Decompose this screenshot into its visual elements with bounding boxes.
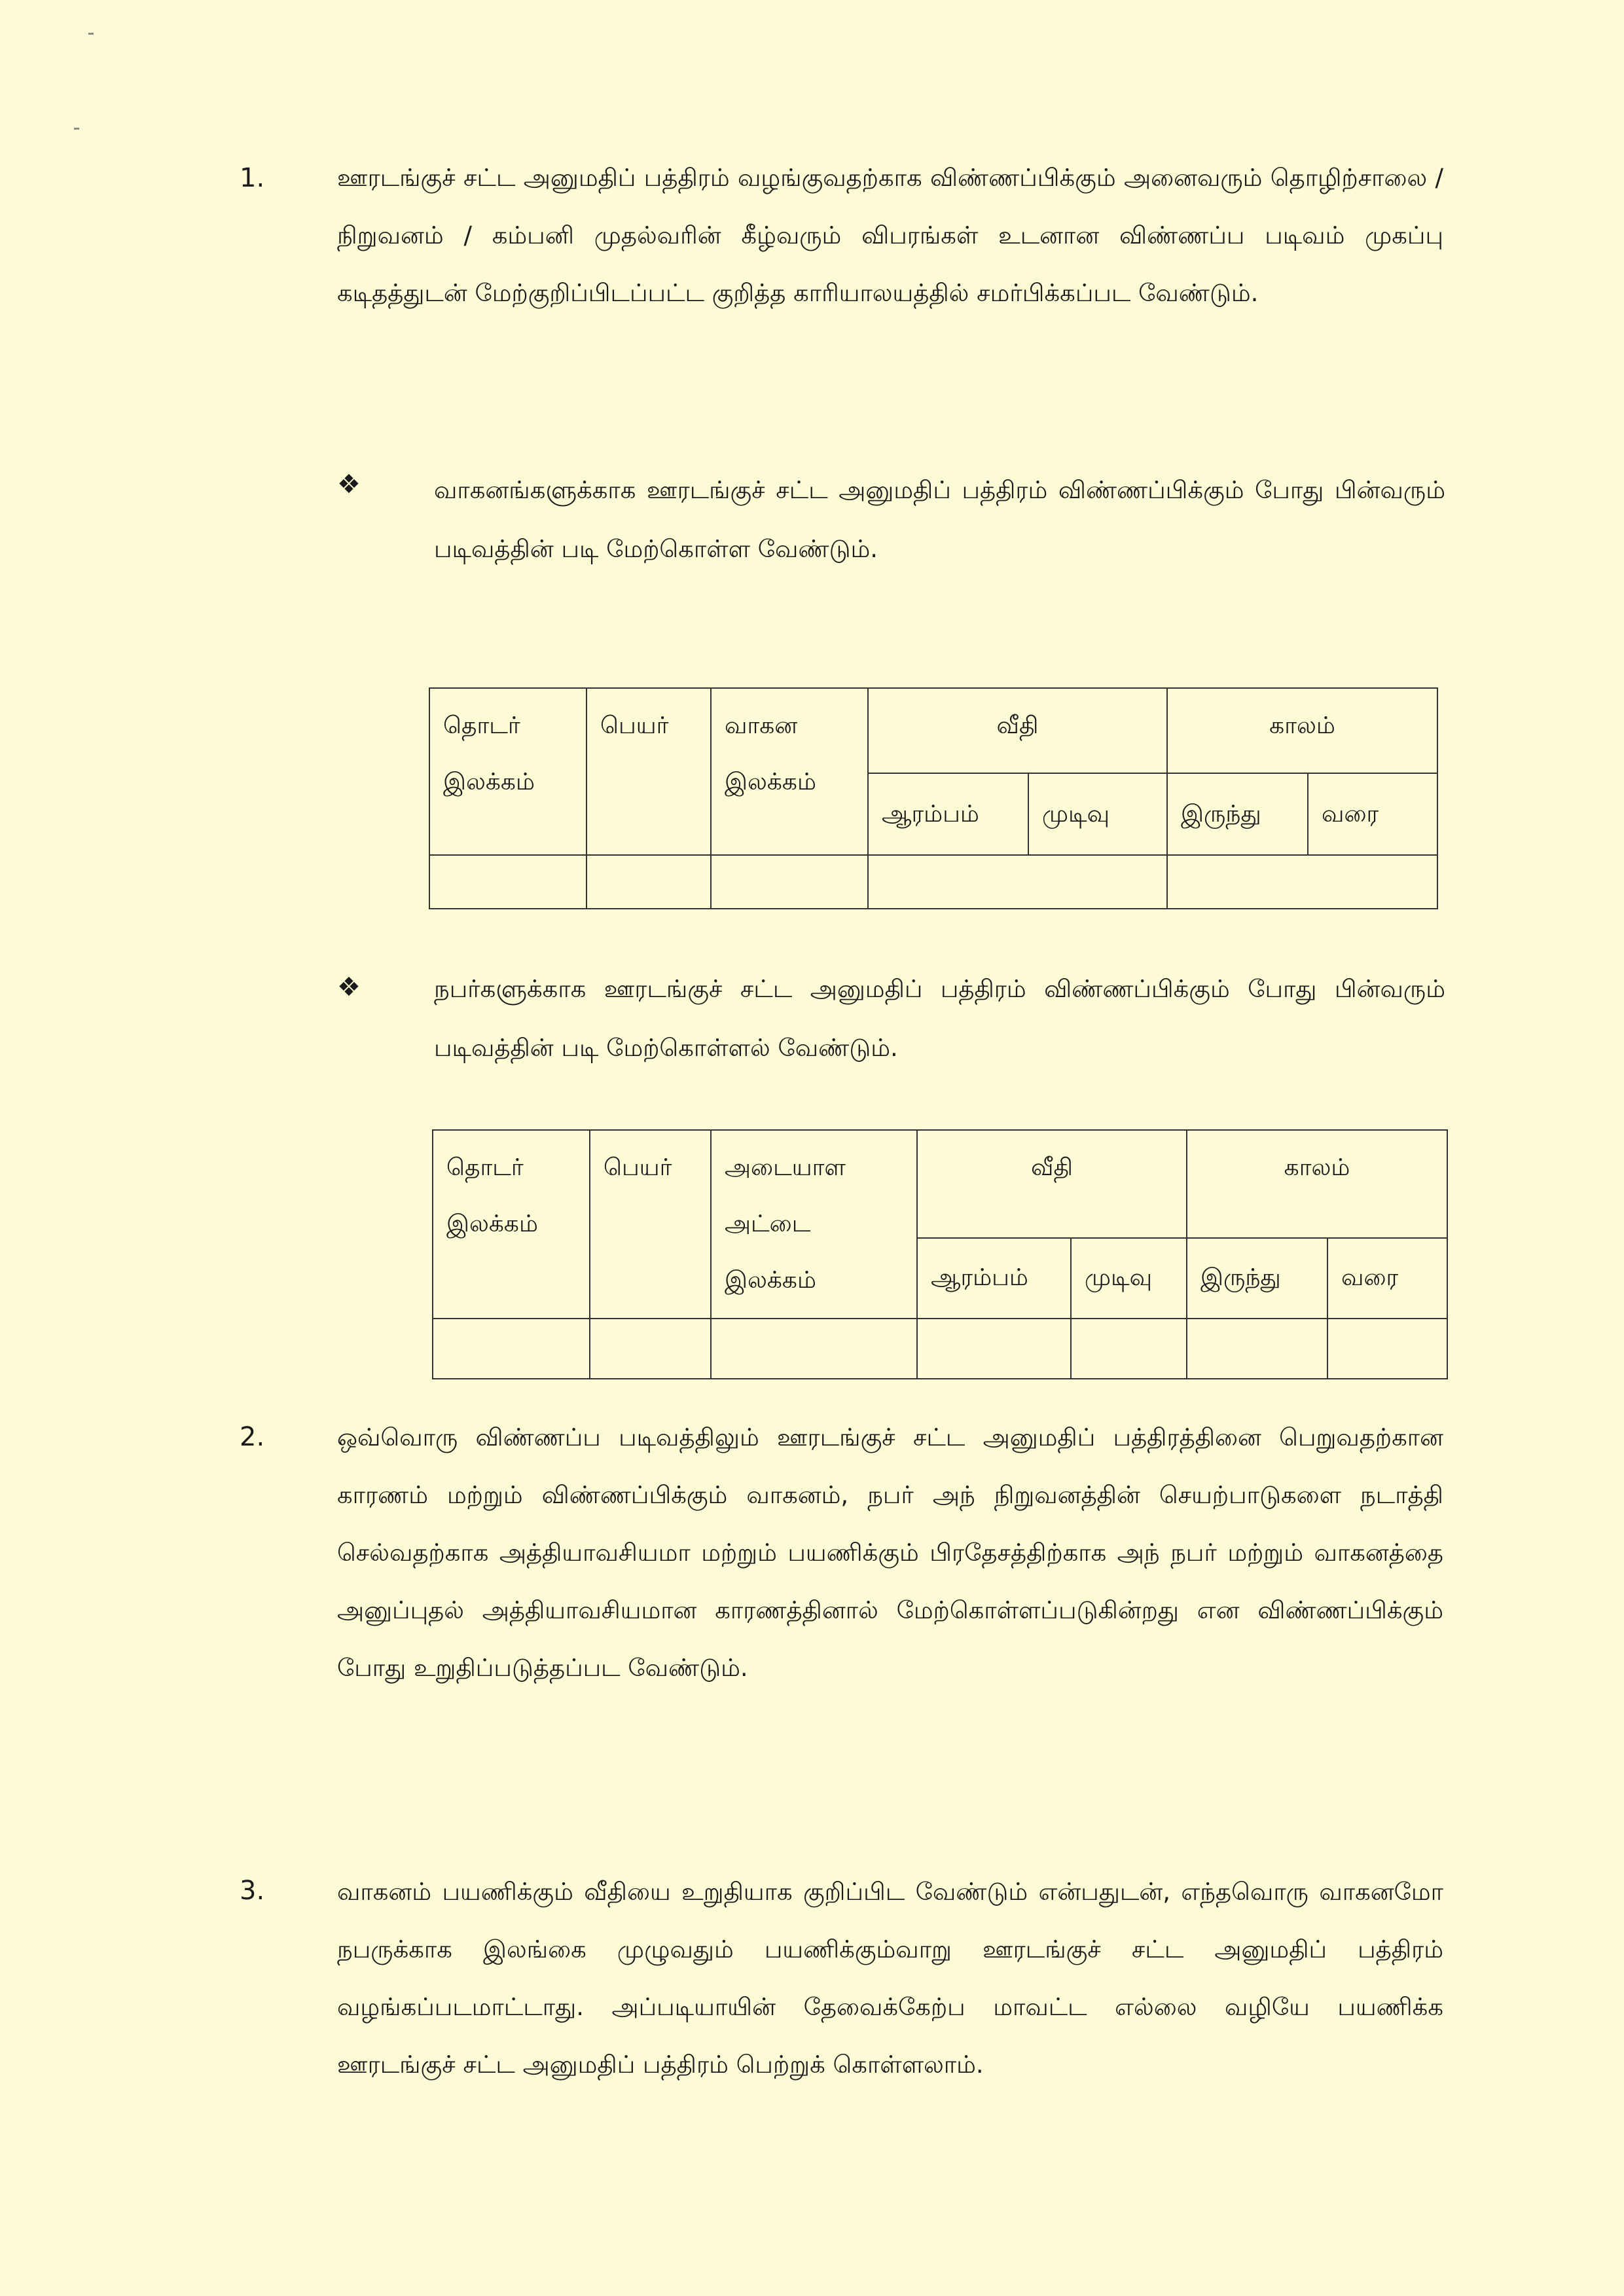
- table-cell-empty: [868, 855, 1167, 909]
- col-name-header: பெயர்: [586, 688, 711, 855]
- col-id-card-number-header: அடையாள அட்டை இலக்கம்: [711, 1130, 917, 1319]
- table-cell-empty: [1187, 1319, 1327, 1379]
- table-cell-empty: [429, 855, 586, 909]
- person-permit-table: [432, 1129, 1448, 1379]
- col-period-header: காலம்: [1167, 688, 1437, 773]
- table-cell-empty: [590, 1319, 711, 1379]
- table-cell-empty: [711, 1319, 917, 1379]
- col-road-start-header: ஆரம்பம்: [868, 773, 1028, 855]
- col-period-header: காலம்: [1187, 1130, 1447, 1238]
- col-road-start-header: ஆரம்பம்: [917, 1238, 1071, 1319]
- col-period-to-header: வரை: [1327, 1238, 1447, 1319]
- col-serial-number-header: தொடர் இலக்கம்: [429, 688, 586, 855]
- scan-speck: [74, 128, 79, 130]
- bullet-1-text: வாகனங்களுக்காக ஊரடங்குச் சட்ட அனுமதிப் பத்திரம் விண்ணப்பிக்கும் போது பின்வரும் படிவத்தின் படி மேற்கொள்ள வேண்டும்.: [434, 476, 1445, 563]
- table-cell-empty: [917, 1319, 1071, 1379]
- col-period-from-header: இருந்து: [1167, 773, 1308, 855]
- table-cell-empty: [711, 855, 868, 909]
- col-vehicle-number-header: வாகன இலக்கம்: [711, 688, 868, 855]
- bullet-2-text: நபர்களுக்காக ஊரடங்குச் சட்ட அனுமதிப் பத்திரம் விண்ணப்பிக்கும் போது பின்வரும் படிவத்தின் படி மேற்கொள்ளல் வேண்டும்.: [434, 975, 1445, 1062]
- item-1-number: 1.: [240, 163, 265, 193]
- bullet-2-symbol: ❖: [337, 972, 361, 1002]
- table-cell-empty: [586, 855, 711, 909]
- col-road-header: வீதி: [868, 688, 1167, 773]
- col-road-header: வீதி: [917, 1130, 1187, 1238]
- table-cell-empty: [1327, 1319, 1447, 1379]
- scan-speck: [88, 33, 94, 35]
- item-3-text: வாகனம் பயணிக்கும் வீதியை உறுதியாக குறிப்பிட வேண்டும் என்பதுடன், எந்தவொரு வாகனமோ நபருக்காக இலங்கை முழுவதும் பயணிக்கும்வாறு ஊரடங்குச் சட்ட அனுமதிப் பத்திரம் வழங்கப்படமாட்டாது. அப்படியாயின் தேவைக்கேற்ப மாவட்ட எல்லை வழியே பயணிக்க ஊரடங்குச் சட்ட அனுமதிப் பத்திரம் பெற்றுக் கொள்ளலாம்.: [337, 1878, 1443, 2079]
- item-2-number: 2.: [240, 1422, 265, 1452]
- item-3-number: 3.: [240, 1876, 265, 1906]
- col-road-end-header: முடிவு: [1028, 773, 1167, 855]
- table-cell-empty: [433, 1319, 590, 1379]
- bullet-1-symbol: ❖: [337, 469, 361, 500]
- col-serial-number-header: தொடர் இலக்கம்: [433, 1130, 590, 1319]
- col-period-to-header: வரை: [1308, 773, 1437, 855]
- item-1-text: ஊரடங்குச் சட்ட அனுமதிப் பத்திரம் வழங்குவதற்காக விண்ணப்பிக்கும் அனைவரும் தொழிற்சாலை / நிறுவனம் / கம்பனி முதல்வரின் கீழ்வரும் விபரங்கள் உடனான விண்ணப்ப படிவம் முகப்பு கடிதத்துடன் மேற்குறிப்பிடப்பட்ட குறித்த காரியாலயத்தில் சமர்பிக்கப்பட வேண்டும்.: [337, 164, 1443, 307]
- item-2-text: ஒவ்வொரு விண்ணப்ப படிவத்திலும் ஊரடங்குச் சட்ட அனுமதிப் பத்திரத்தினை பெறுவதற்கான காரணம் மற்றும் விண்ணப்பிக்கும் வாகனம், நபர் அந் நிறுவனத்தின் செயற்பாடுகளை நடாத்தி செல்வதற்காக அத்தியாவசியமா மற்றும் பயணிக்கும் பிரதேசத்திற்காக அந் நபர் மற்றும் வாகனத்தை அனுப்புதல் அத்தியாவசியமான காரணத்தினால் மேற்கொள்ளப்படுகின்றது என விண்ணப்பிக்கும் போது உறுதிப்படுத்தப்பட வேண்டும்.: [337, 1423, 1443, 1682]
- col-period-from-header: இருந்து: [1187, 1238, 1327, 1319]
- table-cell-empty: [1071, 1319, 1187, 1379]
- col-name-header: பெயர்: [590, 1130, 711, 1319]
- col-road-end-header: முடிவு: [1071, 1238, 1187, 1319]
- vehicle-permit-table: [429, 687, 1438, 909]
- table-cell-empty: [1167, 855, 1437, 909]
